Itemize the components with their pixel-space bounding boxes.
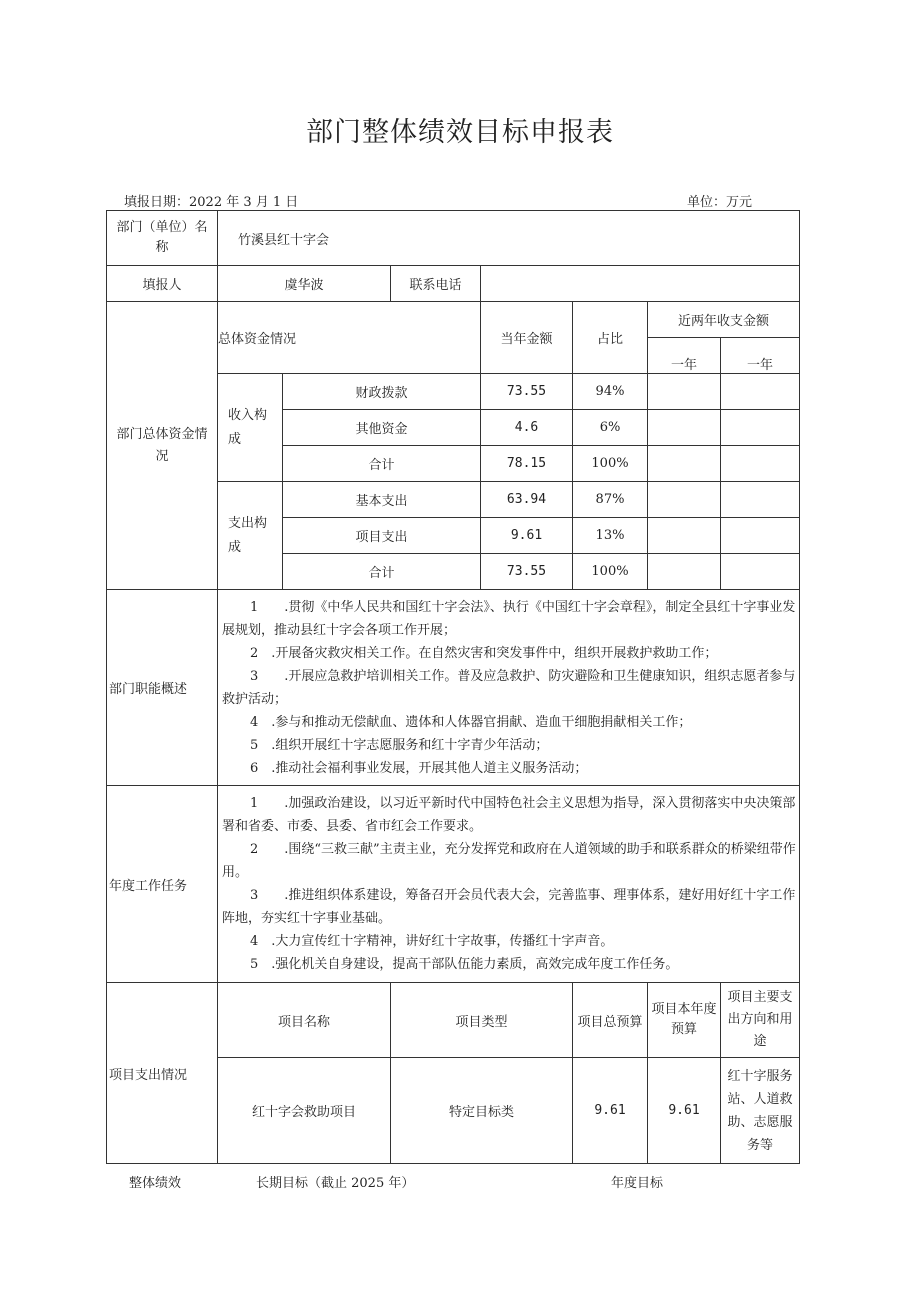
expense-name: 基本支出 [283, 482, 481, 518]
performance-row [106, 1172, 799, 1192]
task-item: 5 .强化机关自身建设，提高干部队伍能力素质，高效完成年度工作任务。 [250, 957, 679, 972]
col-project-total: 项目总预算 [573, 983, 648, 1058]
income-total-ratio: 100% [573, 446, 648, 482]
project-year: 9.61 [648, 1058, 721, 1164]
tasks-list [218, 786, 800, 983]
dept-name-label: 部门（单位）名称 [107, 211, 218, 266]
col-year2: 一年 [721, 338, 800, 374]
income-ratio: 6% [573, 410, 648, 446]
duties-label: 部门职能概述 [107, 590, 218, 786]
tasks-label: 年度工作任务 [107, 786, 218, 983]
empty-cell [721, 410, 800, 446]
income-name: 财政拨款 [283, 374, 481, 410]
income-amount: 4.6 [481, 410, 573, 446]
empty-cell [648, 554, 721, 590]
col-ratio: 占比 [573, 302, 648, 374]
col-amount: 当年金额 [481, 302, 573, 374]
empty-cell [721, 482, 800, 518]
project-use: 红十字服务站、人道救助、志愿服务等 [721, 1058, 800, 1164]
unit-label: 单位：万元 [687, 195, 753, 210]
empty-cell [648, 482, 721, 518]
funds-overview-label: 总体资金情况 [218, 302, 481, 374]
col-project-year: 项目本年度预算 [648, 983, 721, 1058]
task-item: 1 .加强政治建设，以习近平新时代中国特色社会主义思想为指导，深入贯彻落实中央决策部署和省委、市委、县委、省市红会工作要求。 [222, 796, 796, 834]
income-total-label: 合计 [283, 446, 481, 482]
empty-cell [648, 374, 721, 410]
performance-label: 整体绩效 [129, 1176, 182, 1191]
duty-item: 4 .参与和推动无偿献血、遗体和人体器官捐献、造血干细胞捐献相关工作； [250, 714, 692, 730]
annual-goal-label: 年度目标 [611, 1176, 664, 1191]
phone-value [481, 266, 800, 302]
page-title: 部门整体绩效目标申报表 [306, 117, 614, 148]
empty-cell [648, 518, 721, 554]
reporter-label: 填报人 [107, 266, 218, 302]
expense-label: 支出构成 [218, 482, 283, 590]
expense-ratio: 87% [573, 482, 648, 518]
income-label: 收入构成 [218, 374, 283, 482]
expense-total-amount: 73.55 [481, 554, 573, 590]
reporter-value: 虞华波 [218, 266, 391, 302]
duty-item: 2 .开展备灾救灾相关工作。在自然灾害和突发事件中，组织开展救护救助工作； [250, 645, 718, 661]
col-year1: 一年 [648, 338, 721, 374]
funds-section-label: 部门总体资金情况 [107, 302, 218, 590]
task-item: 4 .大力宣传红十字精神，讲好红十字故事，传播红十字声音。 [250, 934, 614, 949]
col-recent: 近两年收支金额 [648, 302, 800, 338]
task-item: 2 .围绕“三救三献”主责主业，充分发挥党和政府在人道领域的助手和联系群众的桥梁纽带作用。 [222, 842, 796, 880]
col-project-use: 项目主要支出方向和用途 [721, 983, 800, 1058]
declaration-table [106, 210, 800, 1164]
income-ratio: 94% [573, 374, 648, 410]
duty-item: 6 .推动社会福利事业发展，开展其他人道主义服务活动； [250, 760, 588, 776]
expense-amount: 9.61 [481, 518, 573, 554]
projects-label: 项目支出情况 [107, 983, 218, 1164]
duty-item: 5 .组织开展红十字志愿服务和红十字青少年活动； [250, 737, 549, 753]
project-total: 9.61 [573, 1058, 648, 1164]
duties-list [218, 590, 800, 786]
dept-name-value: 竹溪县红十字会 [218, 211, 800, 266]
empty-cell [721, 554, 800, 590]
empty-cell [721, 374, 800, 410]
income-total-amount: 78.15 [481, 446, 573, 482]
col-project-type: 项目类型 [391, 983, 573, 1058]
fill-date: 填报日期：2022 年 3 月 1 日 [124, 195, 299, 210]
phone-label: 联系电话 [391, 266, 481, 302]
empty-cell [721, 518, 800, 554]
expense-total-ratio: 100% [573, 554, 648, 590]
expense-total-label: 合计 [283, 554, 481, 590]
project-name: 红十字会救助项目 [218, 1058, 391, 1164]
expense-ratio: 13% [573, 518, 648, 554]
project-type: 特定目标类 [391, 1058, 573, 1164]
empty-cell [648, 410, 721, 446]
expense-name: 项目支出 [283, 518, 481, 554]
col-project-name: 项目名称 [218, 983, 391, 1058]
long-term-goal-label: 长期目标（截止 2025 年） [256, 1176, 415, 1191]
income-amount: 73.55 [481, 374, 573, 410]
empty-cell [721, 446, 800, 482]
empty-cell [648, 446, 721, 482]
income-name: 其他资金 [283, 410, 481, 446]
duty-item: 3 .开展应急救护培训相关工作。普及应急救护、防灾避险和卫生健康知识，组织志愿者参与救护活动； [222, 668, 796, 707]
duty-item: 1 .贯彻《中华人民共和国红十字会法》、执行《中国红十字会章程》，制定全县红十字事业发展规划，推动县红十字会各项工作开展； [222, 599, 796, 638]
task-item: 3 .推进组织体系建设，筹备召开会员代表大会，完善监事、理事体系，建好用好红十字工作阵地，夯实红十字事业基础。 [222, 888, 796, 926]
expense-amount: 63.94 [481, 482, 573, 518]
